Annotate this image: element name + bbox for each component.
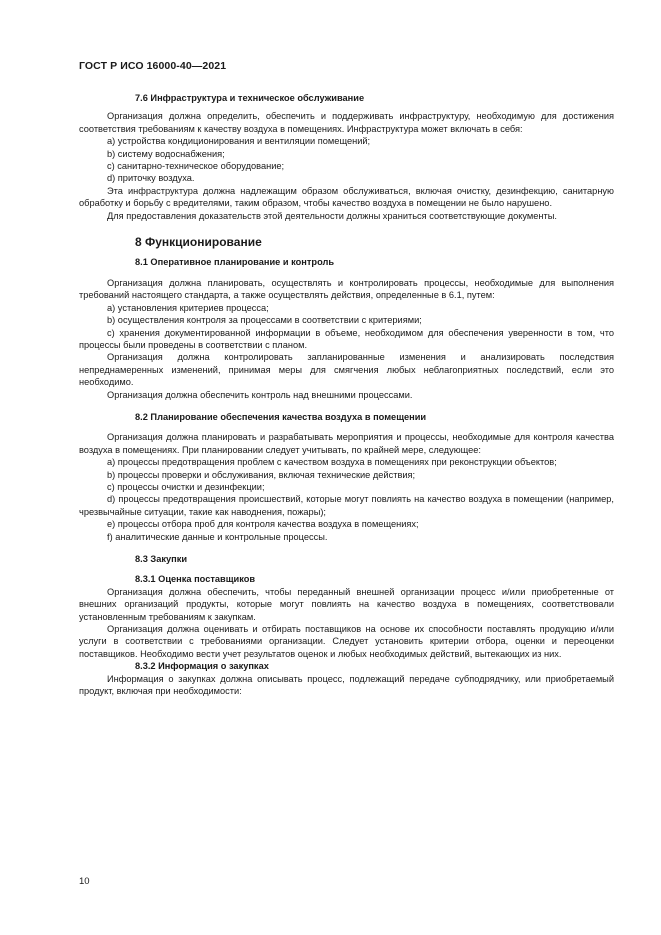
paragraph: Организация должна планировать и разрабатывать мероприятия и процессы, необходимые для контроля качества воздуха в помещениях. При планировании следует учитывать, по крайней мере, следующее: (79, 432, 614, 455)
list-item: a) процессы предотвращения проблем с качеством воздуха в помещениях при реконструкции объектов; (107, 457, 557, 468)
list-item: c) хранения документированной информации в объеме, необходимом для обеспечения уверенности в том, что процессы были проведены в соответствии с планом. (79, 327, 614, 350)
list-item: c) санитарно-техническое оборудование; (107, 161, 285, 172)
list-item: a) устройства кондиционирования и вентиляции помещений; (107, 136, 371, 147)
list-item: d) процессы предотвращения происшествий, которые могут повлиять на качество воздуха в помещении (например, чрезвычайные ситуации, такие как наводнения, пожары); (79, 494, 614, 517)
list-item: e) процессы отбора проб для контроля качества воздуха в помещениях; (107, 519, 419, 530)
list-item: b) осуществления контроля за процессами в соответствии с критериями; (107, 315, 422, 326)
paragraph: Организация должна обеспечить, чтобы переданный внешней организации процесс и/или приобретенные от внешних организаций продукты, которые могут повлиять на качество воздуха в помещениях, соответствовали установленным требованиям к закупкам. (79, 586, 614, 622)
paragraph: Эта инфраструктура должна надлежащим образом обслуживаться, включая очистку, дезинфекцию, санитарную обработку и борьбу с вредителями, таким образом, чтобы качество воздуха в помещении не было нарушено. (79, 185, 614, 209)
paragraph: Организация должна контролировать запланированные изменения и анализировать последствия непреднамеренных изменений, принимая меры для смягчения любых неблагоприятных последствий, если это необходимо. (79, 352, 614, 388)
section-heading-8-3-1: 8.3.1 Оценка поставщиков (135, 574, 256, 585)
paragraph: Информация о закупках должна описывать процесс, подлежащий передаче субподрядчику, или приобретаемый продукт, включая при необходимости: (79, 673, 614, 697)
paragraph: Для предоставления доказательств этой деятельности должны храниться соответствующие документы. (107, 210, 557, 221)
section-heading-7-6: 7.6 Инфраструктура и техническое обслуживание (135, 93, 365, 103)
paragraph: Организация должна обеспечить контроль над внешними процессами. (107, 389, 413, 400)
document-body (79, 92, 614, 697)
section-heading-8-3-2: 8.3.2 Информация о закупках (135, 661, 269, 672)
list-item: b) процессы проверки и обслуживания, включая технические действия; (107, 469, 416, 480)
section-heading-8: 8 Функционирование (135, 235, 262, 250)
paragraph: Организация должна планировать, осуществлять и контролировать процессы, необходимые для выполнения требований настоящего стандарта, а также осуществлять действия, определенные в 6.1, путем: (79, 277, 614, 301)
section-heading-8-1: 8.1 Оперативное планирование и контроль (135, 257, 335, 268)
list-item: d) приточку воздуха. (107, 173, 195, 184)
list-item: c) процессы очистки и дезинфекции; (107, 481, 265, 492)
document-header: ГОСТ Р ИСО 16000-40—2021 (79, 60, 227, 72)
page-number: 10 (79, 876, 90, 887)
paragraph: Организация должна оценивать и отбирать поставщиков на основе их способности поставлять продукцию и/или услуги в соответствии с требованиями организации. Следует установить критерии отбора, оценки и переоценки поставщиков. Необходимо вести учет результатов оценок и любых необходимых действий, вытекающих из них. (79, 624, 614, 659)
list-item: b) систему водоснабжения; (107, 148, 225, 159)
paragraph: Организация должна определить, обеспечить и поддерживать инфраструктуру, необходимую для достижения соответствия требованиям к качеству воздуха в помещениях. Инфраструктура может включать в себя: (79, 111, 614, 134)
section-heading-8-3: 8.3 Закупки (135, 554, 188, 564)
list-item: f) аналитические данные и контрольные процессы. (107, 531, 328, 542)
section-heading-8-2: 8.2 Планирование обеспечения качества воздуха в помещении (135, 411, 427, 422)
list-item: a) установления критериев процесса; (107, 302, 269, 313)
